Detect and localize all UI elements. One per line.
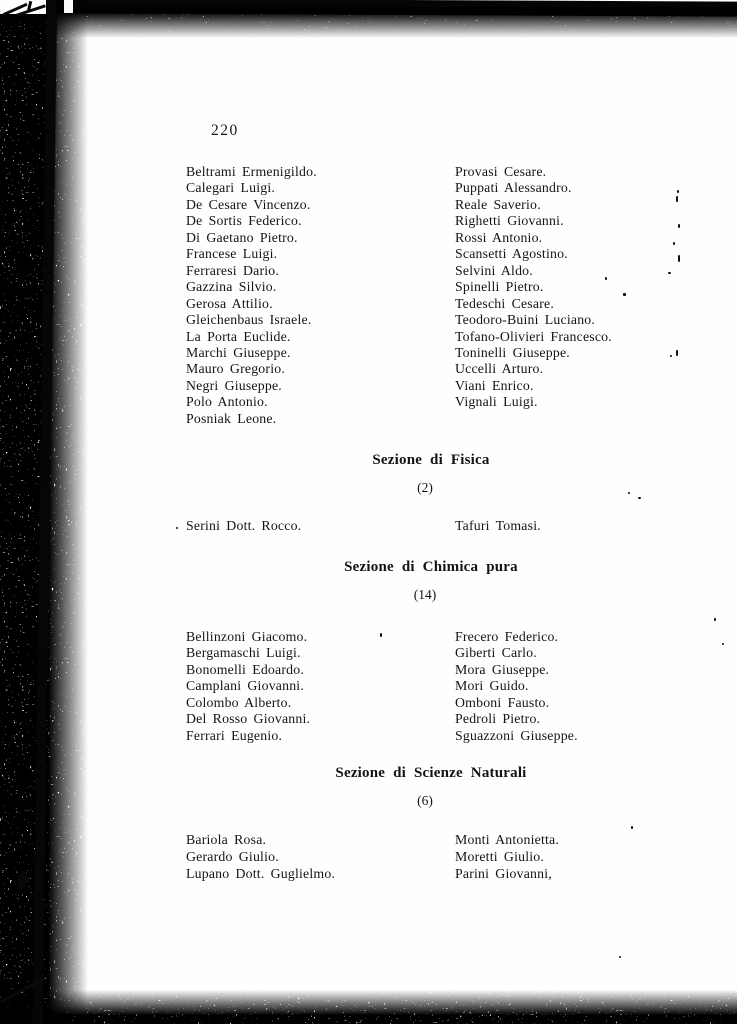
name-column-left <box>186 164 455 427</box>
list-item: Reale Saverio. <box>455 196 541 212</box>
list-item: Spinelli Pietro. <box>455 279 544 295</box>
list-item: Posniak Leone. <box>186 410 277 426</box>
roster-fisica <box>186 518 686 534</box>
list-item: Colombo Alberto. <box>186 694 292 710</box>
section-count-chimica: (14) <box>413 587 437 602</box>
list-item: Del Rosso Giovanni. <box>186 711 311 727</box>
list-item: Calegari Luigi. <box>186 180 276 196</box>
name-column-right <box>455 518 686 534</box>
list-item: Ferraresi Dario. <box>186 262 280 278</box>
list-item: Mori Guido. <box>455 678 529 694</box>
list-item: Uccelli Arturo. <box>455 361 544 377</box>
list-item: Monti Antonietta. <box>455 832 560 847</box>
list-item: Gerardo Giulio. <box>186 849 279 865</box>
list-item: Frecero Federico. <box>455 629 559 644</box>
list-item: Righetti Giovanni. <box>455 213 564 229</box>
section-title-fisica: Sezione di Fisica <box>372 452 490 468</box>
section-count-fisica: (2) <box>417 480 433 495</box>
list-item: Di Gaetano Pietro. <box>186 229 298 245</box>
list-item: Teodoro-Buini Luciano. <box>455 312 596 328</box>
list-item: Toninelli Giuseppe. <box>455 344 570 360</box>
list-item: Lupano Dott. Guglielmo. <box>186 866 336 882</box>
section-count-scienze: (6) <box>417 793 433 808</box>
list-item: Gerosa Attilio. <box>186 295 273 311</box>
list-item: Selvini Aldo. <box>455 262 533 278</box>
list-item: De Cesare Vincenzo. <box>186 196 311 212</box>
list-item: Polo Antonio. <box>186 394 268 410</box>
list-item: Moretti Giulio. <box>455 849 545 865</box>
list-item: Puppati Alessandro. <box>455 180 572 196</box>
name-column-right <box>455 629 686 744</box>
list-item: Giberti Carlo. <box>455 645 537 661</box>
list-item: Bellinzoni Giacomo. <box>186 629 308 644</box>
list-item: Provasi Cesare. <box>455 164 547 179</box>
list-item: Omboni Fausto. <box>455 694 550 710</box>
name-column-right <box>455 831 686 883</box>
list-item: La Porta Euclide. <box>186 328 291 344</box>
list-item: De Sortis Federico. <box>186 213 302 229</box>
list-item: Parini Giovanni, <box>455 866 552 882</box>
list-item: Bariola Rosa. <box>186 832 267 847</box>
list-item: Tedeschi Cesare. <box>455 295 554 311</box>
list-item: Francese Luigi. <box>186 246 278 262</box>
list-item: Tafuri Tomasi. <box>455 518 541 533</box>
roster-scienze <box>186 831 686 883</box>
list-item: Bonomelli Edoardo. <box>186 661 304 677</box>
list-item: Mauro Gregorio. <box>186 361 285 377</box>
list-item: Marchi Giuseppe. <box>186 344 291 360</box>
list-item: Rossi Antonio. <box>455 229 543 245</box>
list-item: Beltrami Ermenigildo. <box>186 164 317 179</box>
list-item: Camplani Giovanni. <box>186 678 304 694</box>
list-item: Vignali Luigi. <box>455 394 538 410</box>
list-item: Pedroli Pietro. <box>455 711 541 727</box>
list-item: Gazzina Silvio. <box>186 279 277 295</box>
list-item: Tofano-Olivieri Francesco. <box>455 328 612 344</box>
list-item: Viani Enrico. <box>455 377 534 393</box>
section-title-scienze: Sezione di Scienze Naturali <box>335 765 527 781</box>
list-item: Gleichenbaus Israele. <box>186 312 312 328</box>
list-item: Scansetti Agostino. <box>455 246 568 262</box>
list-item: Ferrari Eugenio. <box>186 727 283 743</box>
name-column-left <box>186 831 455 883</box>
page-number: 220 <box>211 122 239 139</box>
roster-chimica <box>186 629 686 744</box>
section-title-chimica: Sezione di Chimica pura <box>344 559 518 575</box>
name-column-right <box>455 164 686 427</box>
list-item: Bergamaschi Luigi. <box>186 645 301 661</box>
list-item: Mora Giuseppe. <box>455 661 550 677</box>
name-column-left <box>186 629 455 744</box>
name-column-left <box>186 518 455 534</box>
list-item: Serini Dott. Rocco. <box>186 518 302 533</box>
list-item: Negri Giuseppe. <box>186 377 282 393</box>
roster-continued <box>186 164 686 427</box>
list-item: Sguazzoni Giuseppe. <box>455 727 578 743</box>
